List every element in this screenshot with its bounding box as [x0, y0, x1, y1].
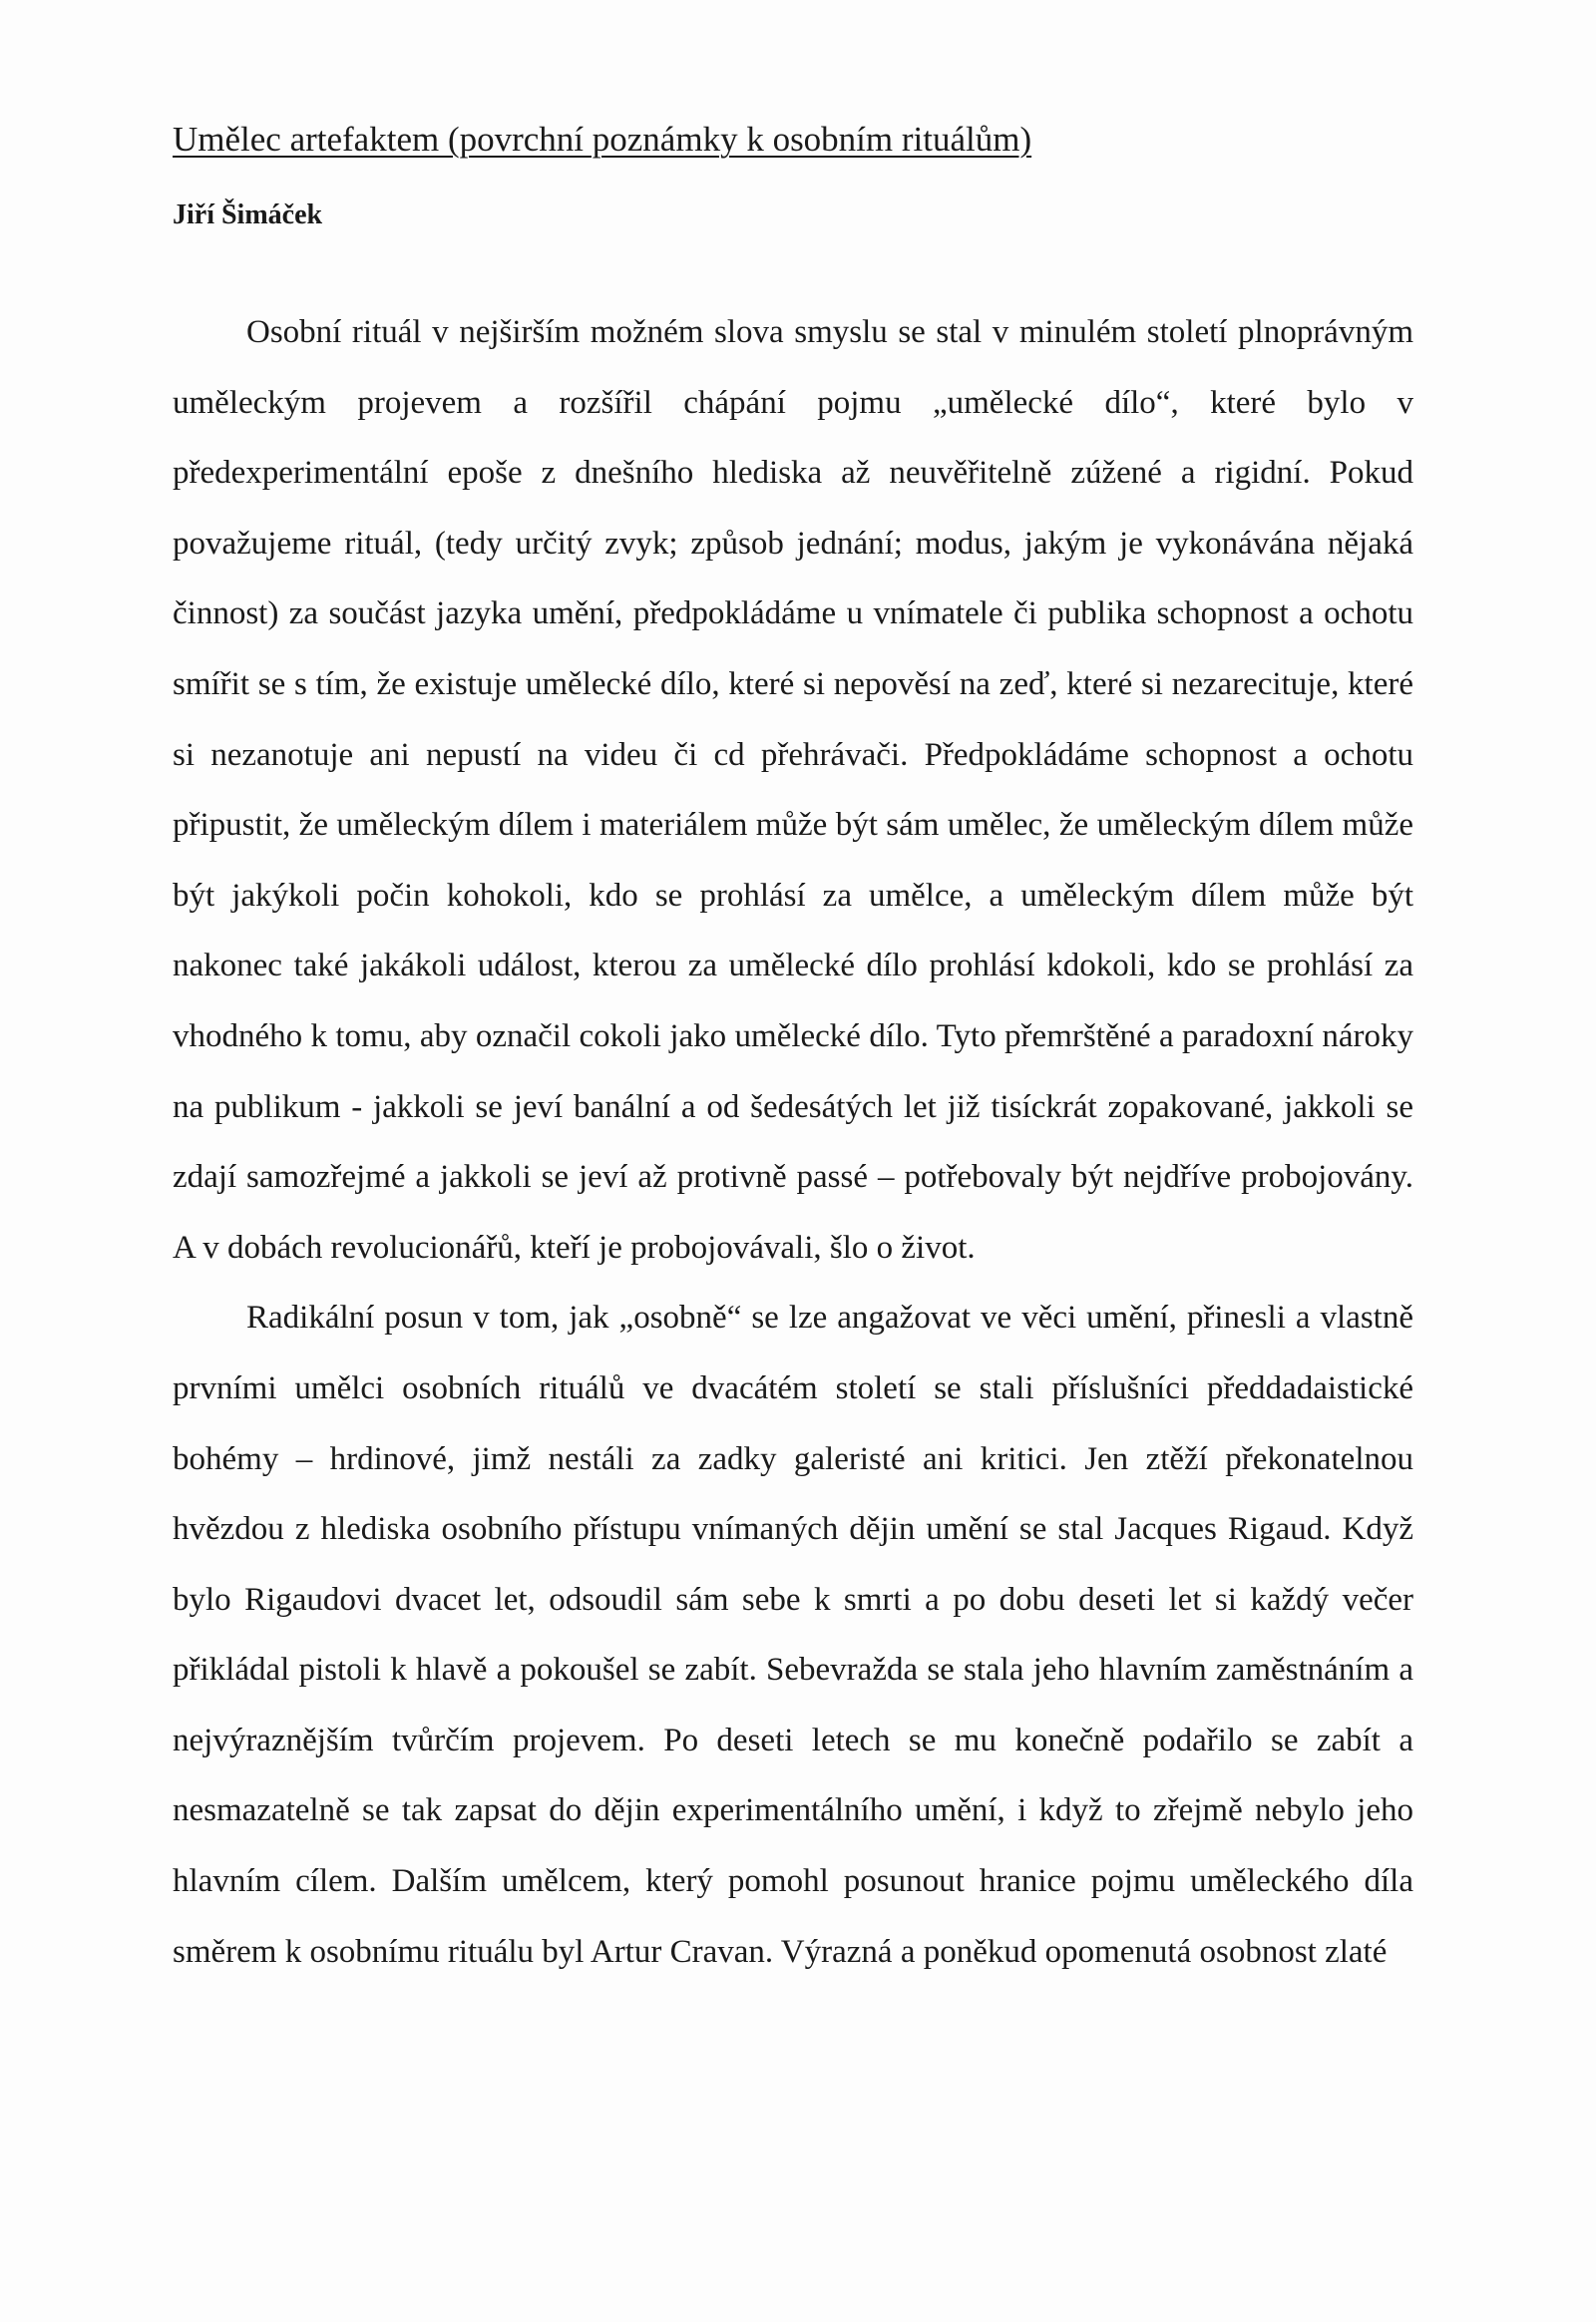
author-name: Jiří Šimáček [173, 199, 323, 230]
body-text [173, 297, 1413, 1987]
document-title: Umělec artefaktem (povrchní poznámky k osobním rituálům) [173, 120, 1032, 159]
paragraph: Radikální posun v tom, jak „osobně“ se lze angažovat ve věci umění, přinesli a vlastně prvními umělci osobních rituálů ve dvacátém století se stali příslušníci předdadaistické bohémy – hrdinové, jimž nestáli za zadky galeristé ani kritici. Jen ztěží překonatelnou hvězdou z hlediska osobního přístupu vnímaných dějin umění se stal Jacques Rigaud. Když bylo Rigaudovi dvacet let, odsoudil sám sebe k smrti a po dobu deseti let si každý večer přikládal pistoli k hlavě a pokoušel se zabít. Sebevražda se stala jeho hlavním zaměstnáním a nejvýraznějším tvůrčím projevem. Po deseti letech se mu konečně podařilo se zabít a nesmazatelně se tak zapsat do dějin experimentálního umění, i když to zřejmě nebylo jeho hlavním cílem. Dalším umělcem, který pomohl posunout hranice pojmu uměleckého díla směrem k osobnímu rituálu byl Artur Cravan. Výrazná a poněkud opomenutá osobnost zlaté [173, 1300, 1413, 1970]
paragraph: Osobní rituál v nejširším možném slova smyslu se stal v minulém století plnoprávným uměleckým projevem a rozšířil chápání pojmu „umělecké dílo“, které bylo v předexperimentální epoše z dnešního hlediska až neuvěřitelně zúžené a rigidní. Pokud považujeme rituál, (tedy určitý zvyk; způsob jednání; modus, jakým je vykonávána nějaká činnost) za součást jazyka umění, předpokládáme u vnímatele či publika schopnost a ochotu smířit se s tím, že existuje umělecké dílo, které si nepověsí na zeď, které si nezarecituje, které si nezanotuje ani nepustí na videu či cd přehrávači. Předpokládáme schopnost a ochotu připustit, že uměleckým dílem i materiálem může být sám umělec, že uměleckým dílem může být jakýkoli počin kohokoli, kdo se prohlásí za umělce, a uměleckým dílem může být nakonec také jakákoli událost, kterou za umělecké dílo prohlásí kdokoli, kdo se prohlásí za vhodného k tomu, aby označil cokoli jako umělecké dílo. Tyto přemrštěné a paradoxní nároky na publikum - jakkoli se jeví banální a od šedesátých let již tisíckrát zopakované, jakkoli se zdají samozřejmé a jakkoli se jeví až protivně passé – potřebovaly být nejdříve probojovány. A v dobách revolucionářů, kteří je probojovávali, šlo o život. [173, 314, 1413, 1266]
